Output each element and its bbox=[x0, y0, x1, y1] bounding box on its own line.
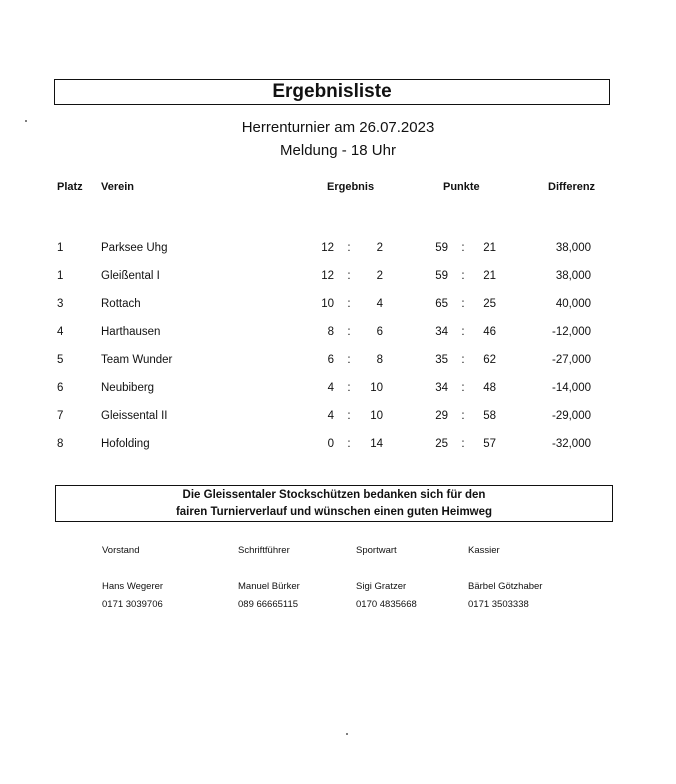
cell-verein: Hofolding bbox=[101, 438, 150, 450]
cell-ergebnis-a: 8 bbox=[327, 326, 334, 338]
cell-punkte-a: 29 bbox=[435, 410, 448, 422]
score-separator: : bbox=[461, 326, 465, 338]
title-box bbox=[54, 79, 610, 105]
cell-punkte-b: 62 bbox=[483, 354, 496, 366]
cell-ergebnis-b: 10 bbox=[370, 382, 383, 394]
score-separator: : bbox=[347, 354, 351, 366]
header-punkte: Punkte bbox=[443, 181, 480, 193]
subtitle-meldung: Meldung - 18 Uhr bbox=[280, 142, 396, 159]
contact-phone: 0170 4835668 bbox=[356, 599, 417, 610]
cell-differenz: -27,000 bbox=[551, 354, 591, 366]
cell-differenz: -29,000 bbox=[551, 410, 591, 422]
score-separator: : bbox=[347, 410, 351, 422]
cell-punkte-a: 34 bbox=[435, 326, 448, 338]
contact-role: Sportwart bbox=[356, 545, 397, 556]
cell-ergebnis-a: 12 bbox=[321, 242, 334, 254]
cell-ergebnis-a: 12 bbox=[321, 270, 334, 282]
scan-speck bbox=[25, 120, 27, 122]
score-separator: : bbox=[347, 242, 351, 254]
cell-platz: 1 bbox=[57, 270, 64, 282]
contact-name: Bärbel Götzhaber bbox=[468, 581, 543, 592]
cell-punkte-a: 35 bbox=[435, 354, 448, 366]
header-verein: Verein bbox=[101, 181, 135, 193]
score-separator: : bbox=[461, 354, 465, 366]
contact-role: Vorstand bbox=[102, 545, 140, 556]
score-separator: : bbox=[347, 382, 351, 394]
cell-verein: Parksee Uhg bbox=[101, 242, 168, 254]
cell-punkte-b: 58 bbox=[483, 410, 496, 422]
cell-punkte-b: 21 bbox=[483, 270, 496, 282]
score-separator: : bbox=[461, 270, 465, 282]
cell-ergebnis-b: 10 bbox=[370, 410, 383, 422]
header-ergebnis: Ergebnis bbox=[327, 181, 375, 193]
contact-role: Schriftführer bbox=[238, 545, 290, 556]
subtitle-date: Herrenturnier am 26.07.2023 bbox=[241, 119, 435, 136]
cell-ergebnis-b: 6 bbox=[376, 326, 383, 338]
cell-punkte-b: 46 bbox=[483, 326, 496, 338]
score-separator: : bbox=[461, 298, 465, 310]
page-title: Ergebnisliste bbox=[272, 81, 392, 102]
score-separator: : bbox=[347, 438, 351, 450]
score-separator: : bbox=[461, 410, 465, 422]
cell-verein: Harthausen bbox=[101, 326, 161, 338]
score-separator: : bbox=[461, 438, 465, 450]
contact-name: Manuel Bürker bbox=[238, 581, 300, 592]
cell-platz: 4 bbox=[57, 326, 64, 338]
footer-line-2: fairen Turnierverlauf und wünschen einen guten Heimweg bbox=[175, 505, 493, 518]
contact-phone: 0171 3503338 bbox=[468, 599, 529, 610]
cell-punkte-b: 25 bbox=[483, 298, 496, 310]
score-separator: : bbox=[347, 326, 351, 338]
cell-verein: Neubiberg bbox=[101, 382, 155, 394]
header-platz: Platz bbox=[57, 181, 83, 193]
header-differenz: Differenz bbox=[548, 181, 596, 193]
cell-punkte-a: 59 bbox=[435, 270, 448, 282]
cell-verein: Gleissental II bbox=[101, 410, 168, 422]
cell-ergebnis-a: 6 bbox=[327, 354, 334, 366]
footer-message-box bbox=[55, 485, 613, 522]
cell-verein: Rottach bbox=[101, 298, 141, 310]
cell-punkte-b: 21 bbox=[483, 242, 496, 254]
contact-name: Sigi Gratzer bbox=[356, 581, 407, 592]
scan-speck bbox=[346, 733, 348, 735]
cell-differenz: -12,000 bbox=[551, 326, 591, 338]
contact-name: Hans Wegerer bbox=[102, 581, 164, 592]
cell-differenz: -32,000 bbox=[551, 438, 591, 450]
cell-punkte-a: 25 bbox=[435, 438, 448, 450]
cell-punkte-b: 57 bbox=[483, 438, 496, 450]
cell-ergebnis-b: 14 bbox=[370, 438, 383, 450]
score-separator: : bbox=[347, 270, 351, 282]
cell-ergebnis-b: 4 bbox=[376, 298, 383, 310]
cell-platz: 6 bbox=[57, 382, 64, 394]
cell-ergebnis-b: 2 bbox=[376, 242, 383, 254]
cell-verein: Team Wunder bbox=[101, 354, 173, 366]
cell-punkte-b: 48 bbox=[483, 382, 496, 394]
cell-punkte-a: 59 bbox=[435, 242, 448, 254]
cell-ergebnis-a: 0 bbox=[327, 438, 334, 450]
cell-differenz: 38,000 bbox=[555, 270, 591, 282]
cell-ergebnis-a: 10 bbox=[321, 298, 334, 310]
footer-line-1: Die Gleissentaler Stockschützen bedanken sich für den bbox=[182, 488, 486, 501]
cell-ergebnis-b: 8 bbox=[376, 354, 383, 366]
cell-platz: 3 bbox=[57, 298, 64, 310]
cell-platz: 7 bbox=[57, 410, 64, 422]
cell-verein: Gleißental I bbox=[101, 270, 160, 282]
score-separator: : bbox=[461, 382, 465, 394]
cell-punkte-a: 65 bbox=[435, 298, 448, 310]
cell-ergebnis-a: 4 bbox=[327, 382, 334, 394]
score-separator: : bbox=[347, 298, 351, 310]
cell-differenz: 38,000 bbox=[555, 242, 591, 254]
cell-ergebnis-b: 2 bbox=[376, 270, 383, 282]
cell-punkte-a: 34 bbox=[435, 382, 448, 394]
score-separator: : bbox=[461, 242, 465, 254]
cell-platz: 5 bbox=[57, 354, 64, 366]
contact-phone: 0171 3039706 bbox=[102, 599, 163, 610]
cell-ergebnis-a: 4 bbox=[327, 410, 334, 422]
cell-differenz: -14,000 bbox=[551, 382, 591, 394]
cell-differenz: 40,000 bbox=[555, 298, 591, 310]
contact-role: Kassier bbox=[468, 545, 500, 556]
cell-platz: 1 bbox=[57, 242, 64, 254]
cell-platz: 8 bbox=[57, 438, 64, 450]
contact-phone: 089 66665115 bbox=[238, 599, 299, 610]
